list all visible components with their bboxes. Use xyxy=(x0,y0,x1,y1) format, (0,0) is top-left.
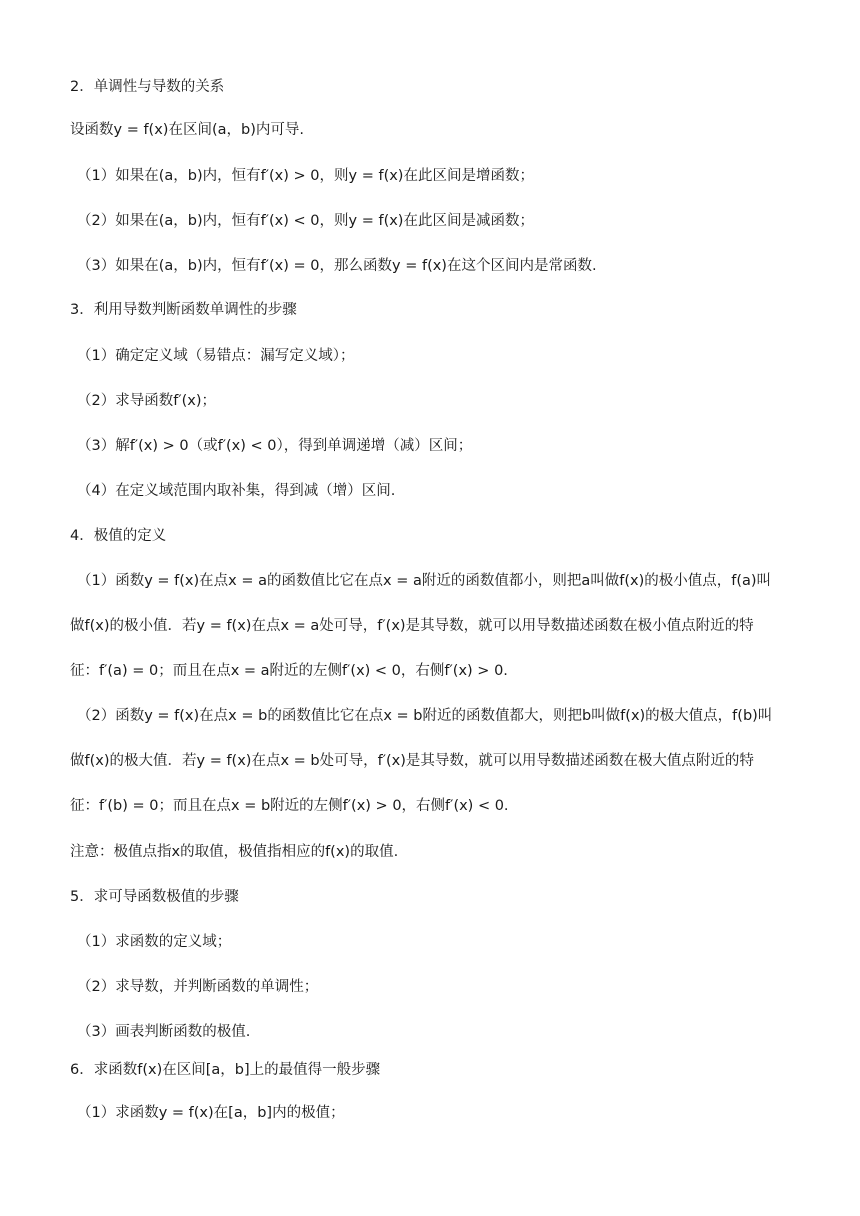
heading-steps-maximum-minimum: 6．求函数f(x)在区间[a，b]上的最值得一般步骤 xyxy=(70,1062,381,1078)
step-find-domain: （1）求函数的定义域； xyxy=(77,934,232,950)
paragraph-minimum-line-1: （1）函数y = f(x)在点x = a的函数值比它在点x = a附近的函数值都小，则把a叫做f(x)的极小值点，f(a)叫 xyxy=(77,573,772,589)
step-derivative-monotonicity: （2）求导数，并判断函数的单调性； xyxy=(77,979,319,995)
heading-extremum-definition: 4．极值的定义 xyxy=(70,528,167,544)
paragraph-maximum-line-2: 做f(x)的极大值．若y = f(x)在点x = b处可导，f′(x)是其导数，就可以用导数描述函数在极大值点附近的特 xyxy=(70,753,754,769)
step-domain: （1）确定定义域（易错点：漏写定义域）； xyxy=(77,348,355,364)
paragraph-maximum-line-1: （2）函数y = f(x)在点x = b的函数值比它在点x = b附近的函数值都大，则把b叫做f(x)的极大值点，f(b)叫 xyxy=(77,708,773,724)
item-constant: （3）如果在(a，b)内，恒有f′(x) = 0，那么函数y = f(x)在这个区间内是常函数. xyxy=(77,258,597,274)
heading-steps-monotonicity: 3．利用导数判断函数单调性的步骤 xyxy=(70,302,297,318)
paragraph-minimum-line-3: 征：f′(a) = 0；而且在点x = a附近的左侧f′(x) < 0，右侧f′(x) > 0. xyxy=(70,663,508,679)
step-solve-inequality: （3）解f′(x) > 0（或f′(x) < 0），得到单调递增（减）区间； xyxy=(77,438,473,454)
item-decreasing: （2）如果在(a，b)内，恒有f′(x) < 0，则y = f(x)在此区间是减函数； xyxy=(77,213,534,229)
step-derivative: （2）求导函数f′(x)； xyxy=(77,393,217,409)
step-complement: （4）在定义域范围内取补集，得到减（增）区间. xyxy=(77,483,396,499)
heading-monotonicity-derivative: 2．单调性与导数的关系 xyxy=(70,79,225,95)
paragraph-minimum-line-2: 做f(x)的极小值．若y = f(x)在点x = a处可导，f′(x)是其导数，就可以用导数描述函数在极小值点附近的特 xyxy=(70,618,754,634)
item-increasing: （1）如果在(a，b)内，恒有f′(x) > 0，则y = f(x)在此区间是增函数； xyxy=(77,168,534,184)
paragraph-maximum-line-3: 征：f′(b) = 0；而且在点x = b附近的左侧f′(x) > 0，右侧f′(x) < 0. xyxy=(70,798,509,814)
paragraph-setup: 设函数y = f(x)在区间(a，b)内可导. xyxy=(70,122,304,138)
step-extremum-in-interval: （1）求函数y = f(x)在[a，b]内的极值； xyxy=(77,1105,345,1121)
heading-steps-extremum: 5．求可导函数极值的步骤 xyxy=(70,889,239,905)
note-extremum: 注意：极值点指x的取值，极值指相应的f(x)的取值. xyxy=(70,844,399,860)
step-table-extremum: （3）画表判断函数的极值. xyxy=(77,1024,251,1040)
